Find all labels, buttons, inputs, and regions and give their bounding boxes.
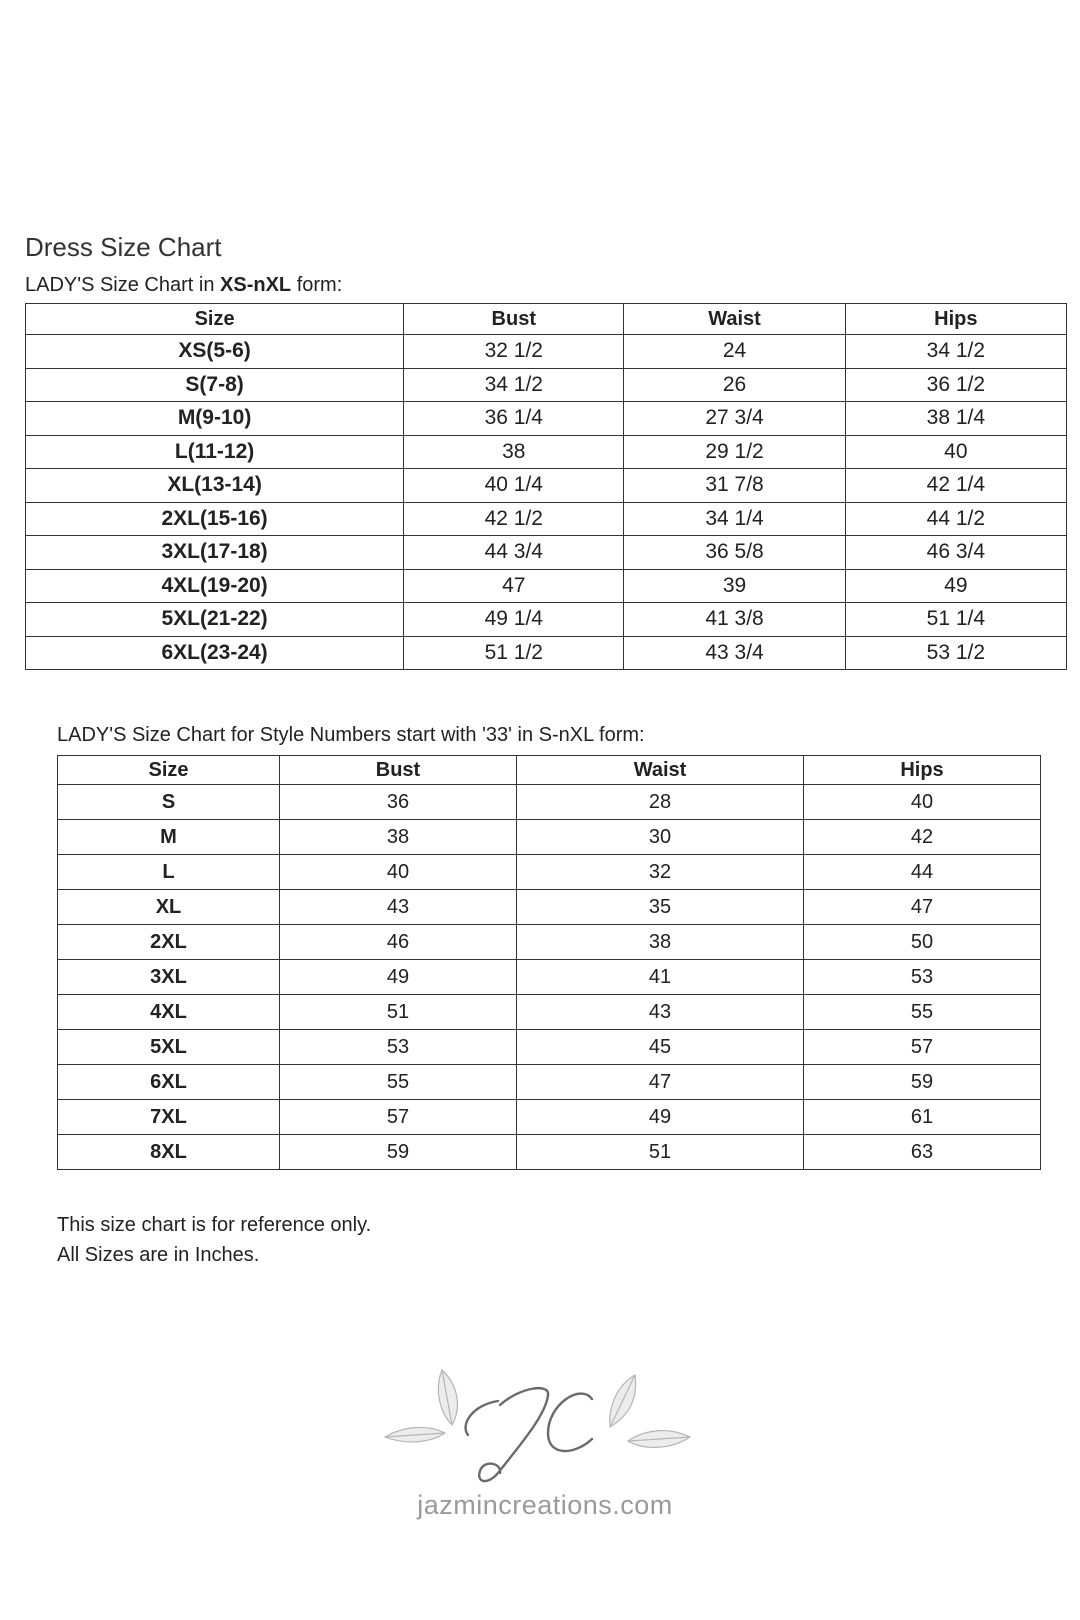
cell-size: 3XL(17-18) <box>26 536 404 570</box>
cell-size: S <box>58 785 280 820</box>
cell-hips: 53 <box>804 960 1041 995</box>
cell-bust: 40 <box>280 855 517 890</box>
cell-bust: 59 <box>280 1135 517 1170</box>
cell-waist: 43 <box>517 995 804 1030</box>
cell-size: S(7-8) <box>26 368 404 402</box>
cell-hips: 47 <box>804 890 1041 925</box>
cell-bust: 38 <box>404 435 624 469</box>
cell-size: XL <box>58 890 280 925</box>
table-row <box>26 335 1067 369</box>
table1-header <box>26 304 1067 335</box>
chart1-label-bold: XS-nXL <box>220 274 292 296</box>
column-header-hips: Hips <box>845 304 1066 335</box>
table-row <box>58 995 1041 1030</box>
cell-bust: 34 1/2 <box>404 368 624 402</box>
table-row <box>58 1030 1041 1065</box>
chart1-label-suffix: form: <box>291 274 343 296</box>
size-chart-table-1 <box>25 303 1067 670</box>
cell-waist: 47 <box>517 1065 804 1100</box>
table2-body <box>58 785 1041 1170</box>
cell-waist: 36 5/8 <box>624 536 845 570</box>
cell-waist: 39 <box>624 569 845 603</box>
cell-bust: 55 <box>280 1065 517 1100</box>
cell-hips: 42 1/4 <box>845 469 1066 503</box>
cell-waist: 38 <box>517 925 804 960</box>
cell-waist: 31 7/8 <box>624 469 845 503</box>
table-row <box>26 603 1067 637</box>
table-row <box>58 960 1041 995</box>
page-title: Dress Size Chart <box>25 232 222 262</box>
cell-size: M <box>58 820 280 855</box>
cell-hips: 50 <box>804 925 1041 960</box>
header-row <box>26 304 1067 335</box>
notes <box>57 1210 371 1270</box>
cell-hips: 49 <box>845 569 1066 603</box>
cell-bust: 46 <box>280 925 517 960</box>
table-row <box>58 925 1041 960</box>
cell-bust: 49 1/4 <box>404 603 624 637</box>
table-row <box>58 820 1041 855</box>
cell-bust: 44 3/4 <box>404 536 624 570</box>
cell-waist: 45 <box>517 1030 804 1065</box>
table-row <box>26 402 1067 436</box>
cell-hips: 38 1/4 <box>845 402 1066 436</box>
column-header-waist: Waist <box>624 304 845 335</box>
cell-waist: 26 <box>624 368 845 402</box>
size-chart-table-2 <box>57 755 1041 1170</box>
cell-hips: 40 <box>804 785 1041 820</box>
cell-bust: 47 <box>404 569 624 603</box>
cell-bust: 36 1/4 <box>404 402 624 436</box>
cell-bust: 42 1/2 <box>404 502 624 536</box>
cell-hips: 46 3/4 <box>845 536 1066 570</box>
cell-waist: 41 3/8 <box>624 603 845 637</box>
cell-size: 5XL <box>58 1030 280 1065</box>
cell-bust: 43 <box>280 890 517 925</box>
cell-size: M(9-10) <box>26 402 404 436</box>
cell-waist: 51 <box>517 1135 804 1170</box>
table2-header <box>58 756 1041 785</box>
table-row <box>58 1065 1041 1100</box>
cell-hips: 59 <box>804 1065 1041 1100</box>
cell-bust: 38 <box>280 820 517 855</box>
cell-waist: 27 3/4 <box>624 402 845 436</box>
cell-size: 6XL(23-24) <box>26 636 404 670</box>
cell-size: XS(5-6) <box>26 335 404 369</box>
column-header-bust: Bust <box>280 756 517 785</box>
table-row <box>58 1100 1041 1135</box>
header-row <box>58 756 1041 785</box>
cell-bust: 40 1/4 <box>404 469 624 503</box>
table-row <box>26 536 1067 570</box>
cell-hips: 55 <box>804 995 1041 1030</box>
cell-hips: 34 1/2 <box>845 335 1066 369</box>
cell-waist: 35 <box>517 890 804 925</box>
cell-waist: 34 1/4 <box>624 502 845 536</box>
column-header-size: Size <box>58 756 280 785</box>
cell-waist: 28 <box>517 785 804 820</box>
cell-size: XL(13-14) <box>26 469 404 503</box>
table-row <box>58 855 1041 890</box>
cell-hips: 44 1/2 <box>845 502 1066 536</box>
cell-bust: 36 <box>280 785 517 820</box>
table-row <box>26 569 1067 603</box>
cell-hips: 44 <box>804 855 1041 890</box>
table-row <box>58 890 1041 925</box>
cell-hips: 40 <box>845 435 1066 469</box>
column-header-hips: Hips <box>804 756 1041 785</box>
cell-waist: 30 <box>517 820 804 855</box>
cell-waist: 41 <box>517 960 804 995</box>
cell-size: 4XL <box>58 995 280 1030</box>
cell-size: 8XL <box>58 1135 280 1170</box>
cell-waist: 49 <box>517 1100 804 1135</box>
cell-size: L(11-12) <box>26 435 404 469</box>
cell-bust: 53 <box>280 1030 517 1065</box>
cell-hips: 61 <box>804 1100 1041 1135</box>
cell-size: 3XL <box>58 960 280 995</box>
table-row <box>26 636 1067 670</box>
website-text: jazmincreations.com <box>417 1490 673 1520</box>
cell-size: L <box>58 855 280 890</box>
table-row <box>26 435 1067 469</box>
cell-size: 7XL <box>58 1100 280 1135</box>
cell-bust: 51 <box>280 995 517 1030</box>
cell-hips: 53 1/2 <box>845 636 1066 670</box>
cell-hips: 42 <box>804 820 1041 855</box>
cell-hips: 51 1/4 <box>845 603 1066 637</box>
column-header-bust: Bust <box>404 304 624 335</box>
cell-bust: 32 1/2 <box>404 335 624 369</box>
cell-waist: 24 <box>624 335 845 369</box>
cell-hips: 36 1/2 <box>845 368 1066 402</box>
cell-waist: 29 1/2 <box>624 435 845 469</box>
cell-bust: 57 <box>280 1100 517 1135</box>
table-row <box>26 469 1067 503</box>
cell-size: 2XL <box>58 925 280 960</box>
cell-bust: 49 <box>280 960 517 995</box>
note-units: All Sizes are in Inches. <box>57 1244 260 1266</box>
cell-size: 4XL(19-20) <box>26 569 404 603</box>
chart2-label: LADY'S Size Chart for Style Numbers start with '33' in S-nXL form: <box>57 724 645 746</box>
cell-waist: 43 3/4 <box>624 636 845 670</box>
cell-size: 2XL(15-16) <box>26 502 404 536</box>
chart1-label-prefix: LADY'S Size Chart in <box>25 274 221 296</box>
cell-hips: 63 <box>804 1135 1041 1170</box>
table-row <box>58 785 1041 820</box>
table-row <box>26 368 1067 402</box>
table-row <box>26 502 1067 536</box>
column-header-waist: Waist <box>517 756 804 785</box>
cell-bust: 51 1/2 <box>404 636 624 670</box>
cell-waist: 32 <box>517 855 804 890</box>
table-row <box>58 1135 1041 1170</box>
chart1-label <box>25 274 342 297</box>
cell-hips: 57 <box>804 1030 1041 1065</box>
cell-size: 6XL <box>58 1065 280 1100</box>
note-reference: This size chart is for reference only. <box>57 1214 372 1236</box>
table1-body <box>26 335 1067 670</box>
column-header-size: Size <box>26 304 404 335</box>
cell-size: 5XL(21-22) <box>26 603 404 637</box>
